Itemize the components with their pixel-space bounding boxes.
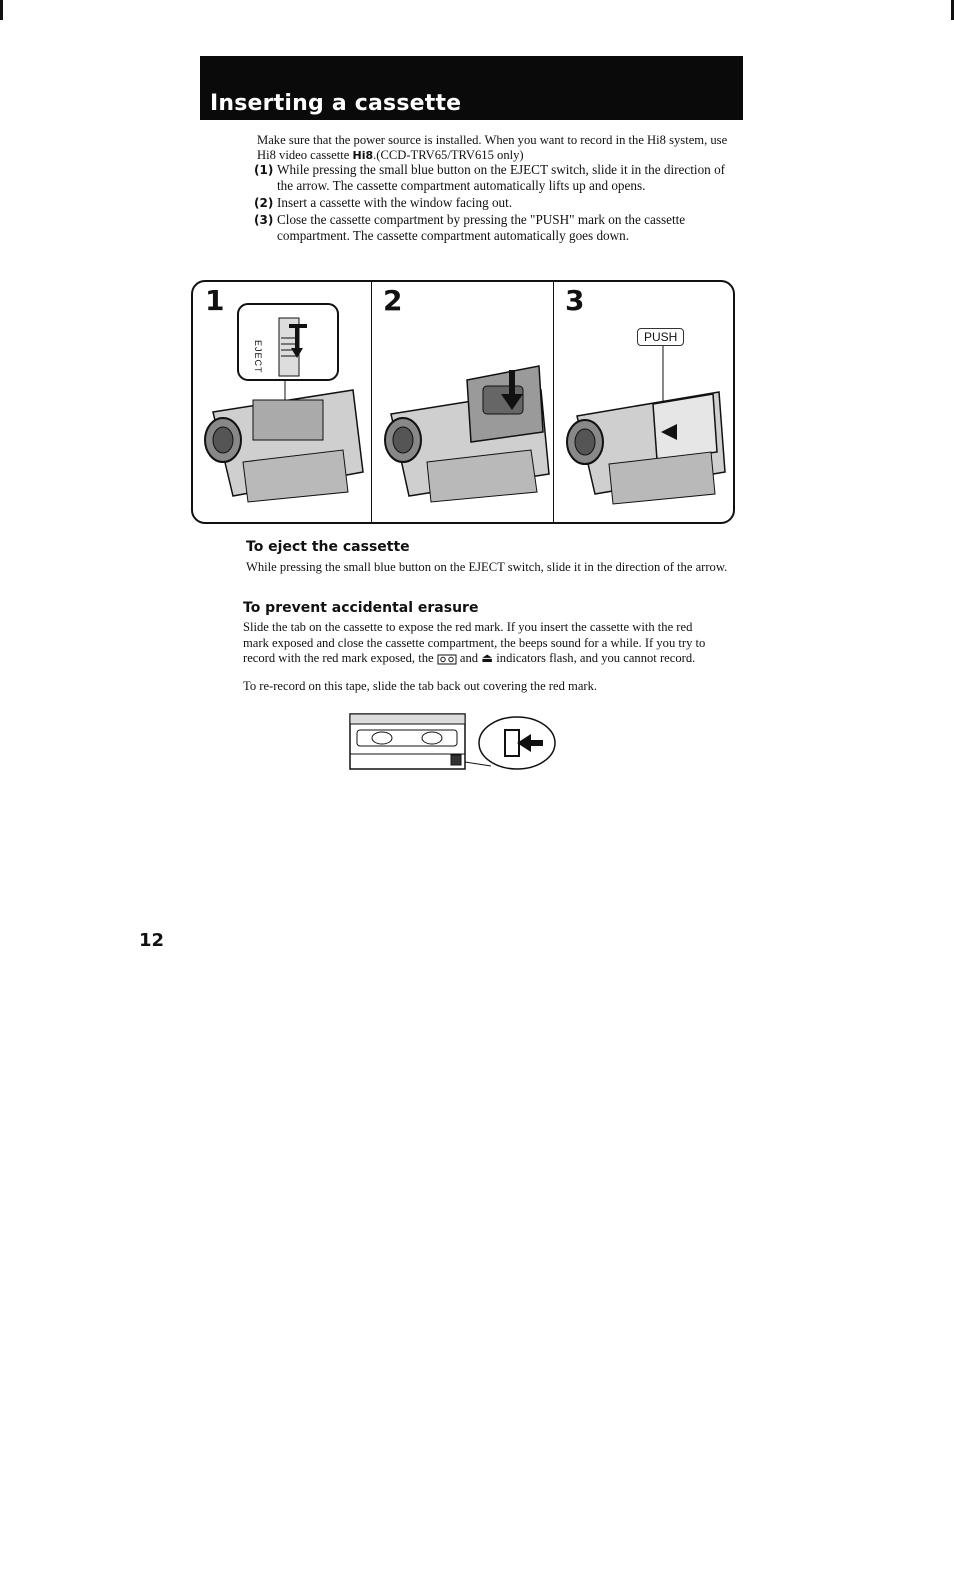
step-text: Close the cassette compartment by pressing the "PUSH" mark on the cassette compartment. The cassette compartment automatically goes down. [277,212,686,243]
intro-text-end: .(CCD-TRV65/TRV615 only) [373,148,524,162]
rerecord-paragraph: To re-record on this tape, slide the tab back out covering the red mark. [243,679,598,693]
step-item [254,195,732,211]
steps-list [254,162,732,245]
scan-edge-mark-left [0,0,3,20]
figure-panel-1 [193,282,372,522]
illustration-figure [191,280,735,524]
eject-icon: ⏏ [481,651,494,665]
panel-number: 2 [383,284,403,317]
panel-number: 1 [205,284,225,317]
step-number: (2) [254,196,274,210]
page-title: Inserting a cassette [210,91,462,116]
erasure-text-end: indicators flash, and you cannot record. [493,651,696,665]
erasure-text: Slide the tab on the cassette to expose the red mark. If you insert the cassette with the red mark exposed and close the cassette compartment, the beeps sound for a while. If you try to record with the red mark exposed, the [243,620,706,665]
title-bar [200,56,743,120]
step-number: (1) [254,163,274,177]
cassette-tab-illustration [345,710,560,775]
tape-icon [437,654,457,665]
step-text: Insert a cassette with the window facing out. [277,195,513,210]
eject-heading: To eject the cassette [246,539,410,555]
panel-number: 3 [565,284,585,317]
camcorder-eject-illustration [193,282,371,524]
erasure-paragraph [243,620,719,667]
camcorder-close-illustration [553,282,733,524]
step-item [254,162,732,194]
erasure-and: and [456,651,482,665]
step-item [254,212,732,244]
eject-switch-label: EJECT [253,340,263,374]
intro-text: Make sure that the power source is installed. When you want to record in the Hi8 system, use Hi8 video cassette [257,133,728,162]
step-text: While pressing the small blue button on the EJECT switch, slide it in the direction of the arrow. The cassette compartment automatically lifts up and opens. [277,162,726,193]
figure-panel-3 [553,282,733,522]
page-number: 12 [139,930,165,951]
hi8-logo: Hi8 [352,149,374,162]
figure-panel-2 [371,282,554,522]
intro-paragraph [257,133,729,163]
eject-paragraph: While pressing the small blue button on the EJECT switch, slide it in the direction of the arrow. [246,560,728,574]
erasure-heading: To prevent accidental erasure [243,600,479,616]
camcorder-insert-illustration [371,282,553,524]
step-number: (3) [254,213,274,227]
push-mark-label: PUSH [637,328,684,346]
